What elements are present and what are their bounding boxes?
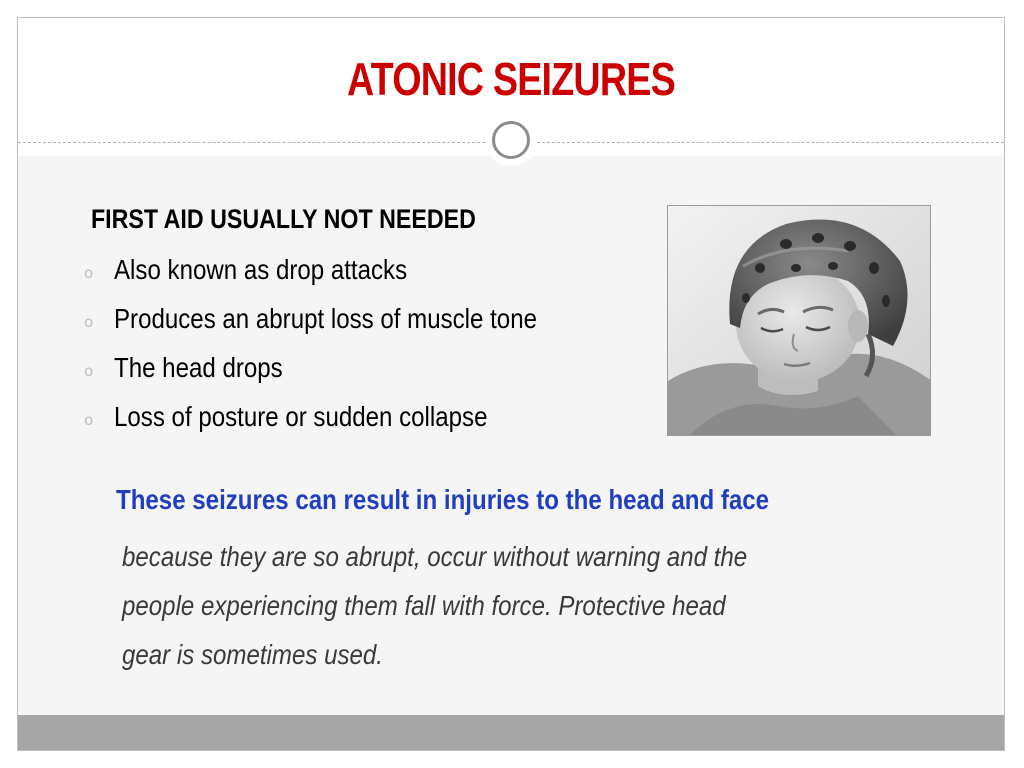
note-body [122,532,879,679]
bullet-circle-icon: o [84,313,94,331]
bullet-circle-icon: o [84,264,94,282]
bullet-text: The head drops [114,352,283,383]
bullet-text: Produces an abrupt loss of muscle tone [114,303,537,334]
subheading: FIRST AID USUALLY NOT NEEDED [91,204,476,234]
bullet-text: Also known as drop attacks [114,254,408,285]
note-lead: These seizures can result in injuries to the head and face [116,484,770,515]
note-line: because they are so abrupt, occur without warning and the [122,541,748,572]
slide [17,17,1005,751]
slide-title: ATONIC SEIZURES [347,53,675,105]
footer-bar [18,715,1004,750]
bullet-text: Loss of posture or sudden collapse [114,401,488,432]
note-line: people experiencing them fall with force. Protective head [122,590,726,621]
note-line: gear is sometimes used. [122,639,383,670]
child-helmet-photo [667,205,931,436]
bullet-circle-icon: o [84,362,94,380]
bullet-circle-icon: o [84,411,94,429]
ring-icon [492,121,530,159]
circle-ornament-icon [485,114,537,166]
